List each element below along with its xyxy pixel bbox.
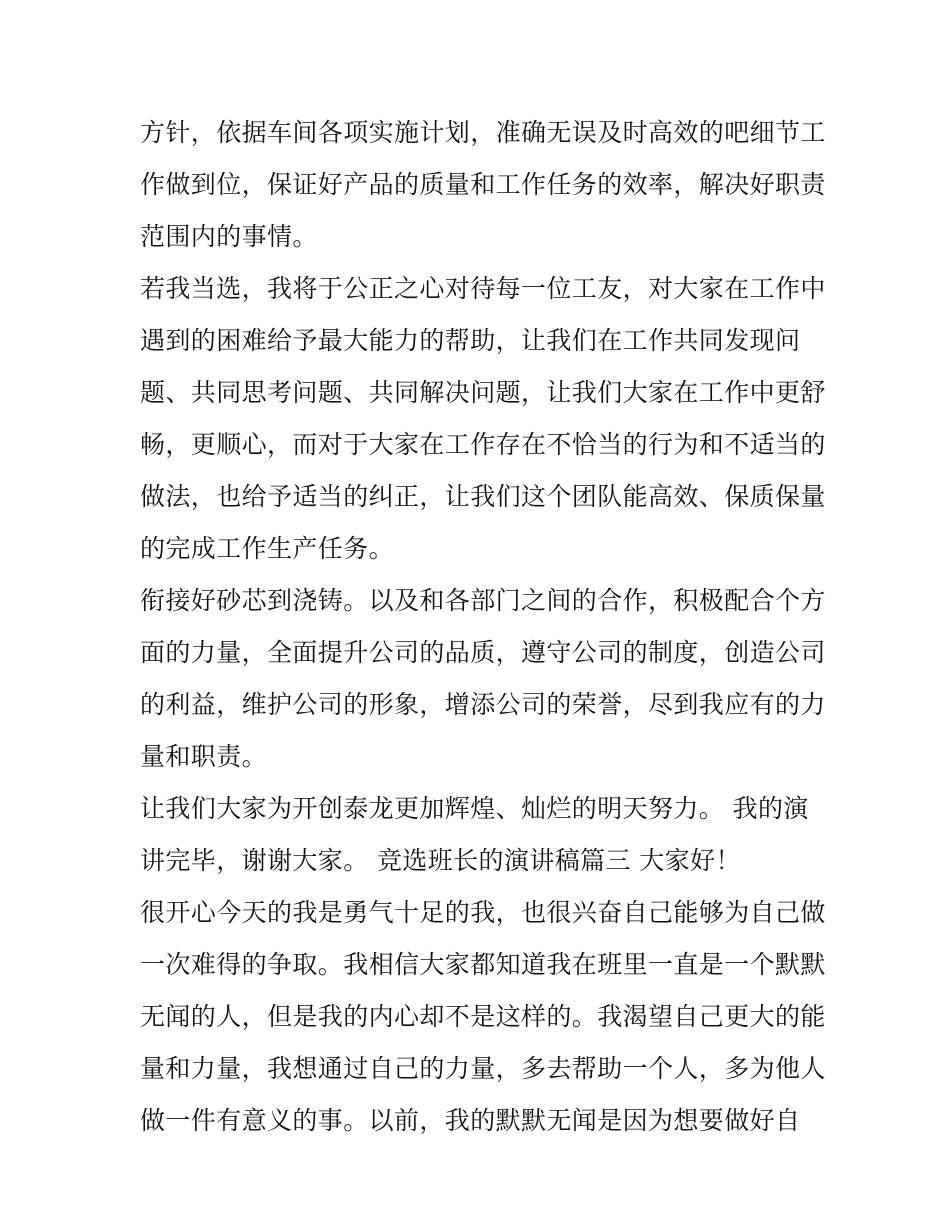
text-line: 面的力量，全面提升公司的品质，遵守公司的制度，创造公司 — [140, 638, 826, 667]
text-line: 方针，依据车间各项实施计划，准确无误及时高效的吧细节工 — [140, 118, 826, 147]
text-line: 的利益，维护公司的形象，增添公司的荣誉，尽到我应有的力 — [140, 690, 826, 719]
text-line: 讲完毕，谢谢大家。 竞选班长的演讲稿篇三 大家好！ — [140, 846, 741, 875]
text-line: 量和力量，我想通过自己的力量，多去帮助一个人，多为他人 — [140, 1054, 826, 1083]
text-line: 很开心今天的我是勇气十足的我，也很兴奋自己能够为自己做 — [140, 898, 826, 927]
text-line: 量和职责。 — [140, 742, 268, 771]
text-line: 范围内的事情。 — [140, 222, 318, 251]
text-line: 一次难得的争取。我相信大家都知道我在班里一直是一个默默 — [140, 950, 826, 979]
text-line: 题、共同思考问题、共同解决问题，让我们大家在工作中更舒 — [140, 378, 826, 407]
text-line: 遇到的困难给予最大能力的帮助，让我们在工作共同发现问 — [140, 326, 801, 355]
text-line: 做一件有意义的事。以前，我的默默无闻是因为想要做好自 — [140, 1106, 801, 1135]
text-line: 作做到位，保证好产品的质量和工作任务的效率，解决好职责 — [140, 170, 826, 199]
text-line: 若我当选，我将于公正之心对待每一位工友，对大家在工作中 — [140, 274, 826, 303]
text-line: 无闻的人，但是我的内心却不是这样的。我渴望自己更大的能 — [140, 1002, 826, 1031]
text-line: 畅，更顺心，而对于大家在工作存在不恰当的行为和不适当的 — [140, 430, 826, 459]
body-text — [140, 107, 826, 1147]
text-line: 的完成工作生产任务。 — [140, 534, 395, 563]
text-line: 让我们大家为开创泰龙更加辉煌、灿烂的明天努力。 我的演 — [140, 794, 809, 823]
text-line: 衔接好砂芯到浇铸。以及和各部门之间的合作，积极配合个方 — [140, 586, 826, 615]
text-line: 做法，也给予适当的纠正，让我们这个团队能高效、保质保量 — [140, 482, 826, 511]
